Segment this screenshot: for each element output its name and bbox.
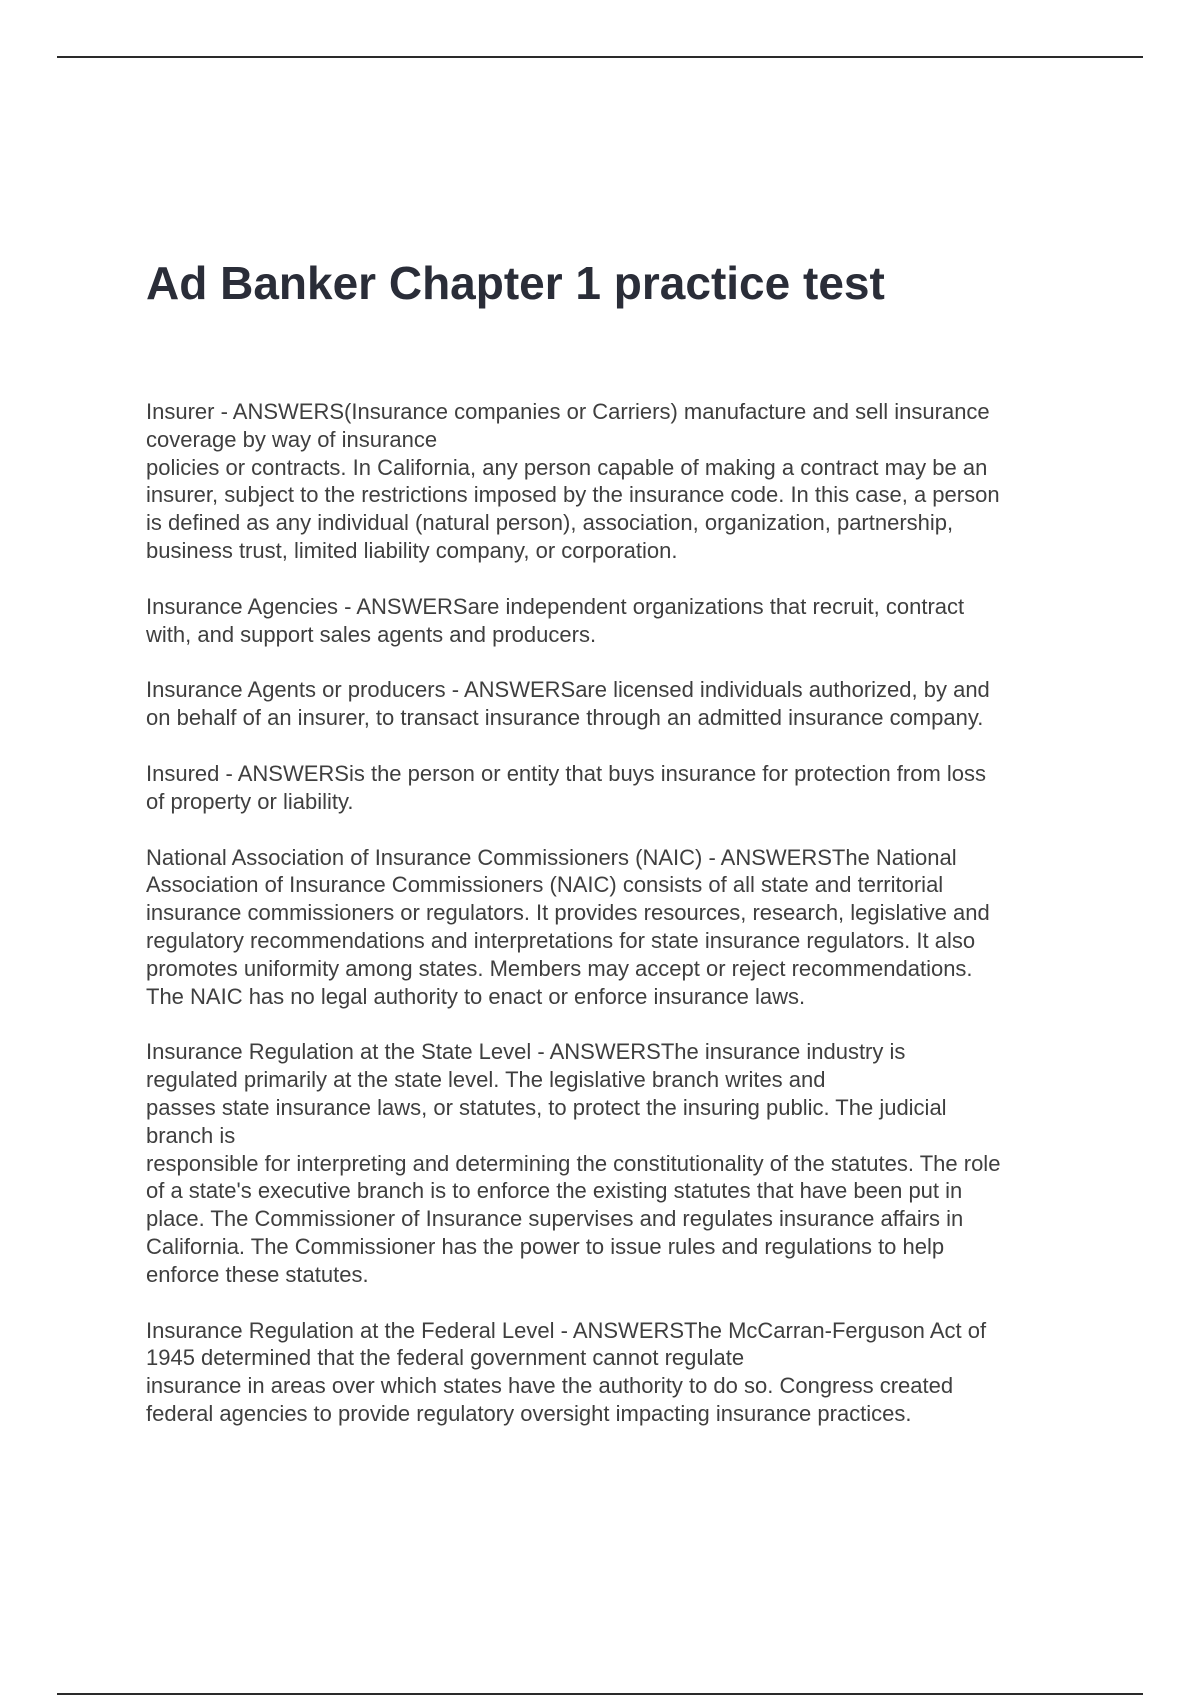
text-line: Association of Insurance Commissioners (NAIC) consists of all state and territorial (146, 872, 944, 898)
document-body (146, 398, 1096, 1456)
text-line: policies or contracts. In California, any person capable of making a contract may be an (146, 454, 988, 480)
text-line: is defined as any individual (natural person), association, organization, partnership, (146, 510, 954, 536)
text-line: federal agencies to provide regulatory oversight impacting insurance practices. (146, 1400, 912, 1426)
text-line: business trust, limited liability company, or corporation. (146, 537, 678, 563)
text-line: enforce these statutes. (146, 1261, 369, 1287)
text-line: coverage by way of insurance (146, 426, 438, 452)
text-line: of a state's executive branch is to enforce the existing statutes that have been put in (146, 1178, 963, 1204)
text-line: Insured - ANSWERSis the person or entity that buys insurance for protection from loss (146, 760, 987, 786)
text-line: The NAIC has no legal authority to enact or enforce insurance laws. (146, 983, 806, 1009)
text-line: National Association of Insurance Commissioners (NAIC) - ANSWERSThe National (146, 844, 957, 870)
text-line: Insurance Agents or producers - ANSWERSare licensed individuals authorized, by and (146, 677, 990, 703)
text-line: regulated primarily at the state level. The legislative branch writes and (146, 1067, 826, 1093)
text-line: California. The Commissioner has the power to issue rules and regulations to help (146, 1233, 945, 1259)
entry-insurer (146, 398, 1096, 565)
text-line: on behalf of an insurer, to transact insurance through an admitted insurance company. (146, 705, 984, 731)
text-line: regulatory recommendations and interpretations for state insurance regulators. It also (146, 927, 976, 953)
bottom-divider (57, 1693, 1143, 1695)
text-line: 1945 determined that the federal government cannot regulate (146, 1345, 745, 1371)
entry-insurance-agencies (146, 593, 1096, 649)
text-line: Insurance Regulation at the Federal Level - ANSWERSThe McCarran-Ferguson Act of (146, 1317, 987, 1343)
text-line: place. The Commissioner of Insurance supervises and regulates insurance affairs in (146, 1206, 964, 1232)
text-line: Insurance Agencies - ANSWERSare independent organizations that recruit, contract (146, 593, 965, 619)
text-line: responsible for interpreting and determining the constitutionality of the statutes. The role (146, 1150, 1001, 1176)
entry-naic (146, 844, 1096, 1011)
text-line: insurer, subject to the restrictions imposed by the insurance code. In this case, a person (146, 482, 1000, 508)
entry-state-regulation (146, 1038, 1096, 1288)
entry-federal-regulation (146, 1317, 1096, 1428)
text-line: with, and support sales agents and producers. (146, 621, 597, 647)
entry-insurance-agents (146, 676, 1096, 732)
text-line: Insurance Regulation at the State Level - ANSWERSThe insurance industry is (146, 1039, 906, 1065)
text-line: Insurer - ANSWERS(Insurance companies or Carriers) manufacture and sell insurance (146, 399, 990, 424)
text-line: of property or liability. (146, 788, 354, 814)
text-line: insurance in areas over which states have the authority to do so. Congress created (146, 1373, 954, 1399)
text-line: promotes uniformity among states. Members may accept or reject recommendations. (146, 955, 973, 981)
page-title: Ad Banker Chapter 1 practice test (146, 257, 885, 309)
text-line: branch is (146, 1122, 236, 1148)
entry-insured (146, 760, 1096, 816)
text-line: insurance commissioners or regulators. It provides resources, research, legislative and (146, 900, 990, 926)
top-divider (57, 56, 1143, 58)
text-line: passes state insurance laws, or statutes, to protect the insuring public. The judicial (146, 1094, 947, 1120)
